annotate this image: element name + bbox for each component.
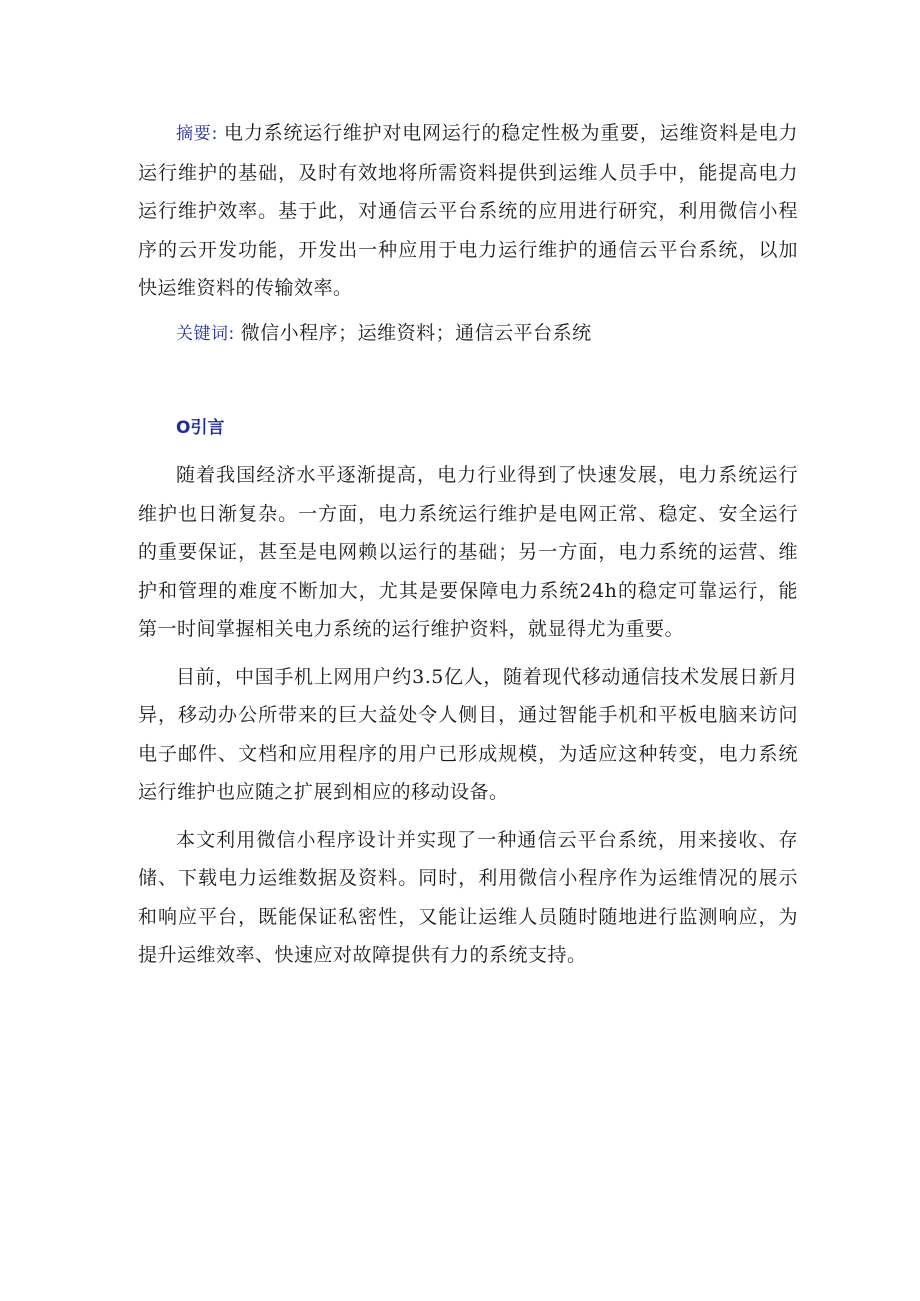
keywords-label: 关键词 xyxy=(176,323,229,344)
body-paragraph: 本文利用微信小程序设计并实现了一种通信云平台系统，用来接收、存储、下载电力运维数据及资料。同时，利用微信小程序作为运维情况的展示和响应平台，既能保证私密性，又能让运维人员随时随地进行监测响应，为提升运维效率、快速应对故障提供有力的系统支持。 xyxy=(138,828,798,966)
section-heading-introduction: O引言 xyxy=(176,418,225,438)
abstract-text: 电力系统运行维护对电网运行的稳定性极为重要，运维资料是电力运行维护的基础，及时有效地将所需资料提供到运维人员手中，能提高电力运行维护效率。基于此，对通信云平台系统的应用进行研究，利用微信小程序的云开发功能，开发出一种应用于电力运行维护的通信云平台系统，以加快运维资料的传输效率。 xyxy=(138,122,798,299)
keywords-paragraph xyxy=(138,314,798,354)
abstract-label: 摘要 xyxy=(176,124,212,144)
body-paragraph: 目前，中国手机上网用户约3.5亿人，随着现代移动通信技术发展日新月异，移动办公所带来的巨大益处令人侧目，通过智能手机和平板电脑来访问电子邮件、文档和应用程序的用户已形成规模，为适应这种转变，电力系统运行维护也应随之扩展到相应的移动设备。 xyxy=(138,665,798,803)
body-paragraph: 随着我国经济水平逐渐提高，电力行业得到了快速发展，电力系统运行维护也日渐复杂。一方面，电力系统运行维护是电网正常、稳定、安全运行的重要保证，甚至是电网赖以运行的基础；另一方面，电力系统的运营、维护和管理的难度不断加大，尤其是要保障电力系统24h的稳定可靠运行，能第一时间掌握相关电力系统的运行维护资料，就显得尤为重要。 xyxy=(138,464,798,640)
abstract-separator: : xyxy=(211,124,225,144)
keywords-separator: : xyxy=(228,323,241,344)
abstract-paragraph xyxy=(138,114,798,308)
document-page xyxy=(138,114,798,975)
keywords-text: 微信小程序；运维资料；通信云平台系统 xyxy=(240,321,592,344)
